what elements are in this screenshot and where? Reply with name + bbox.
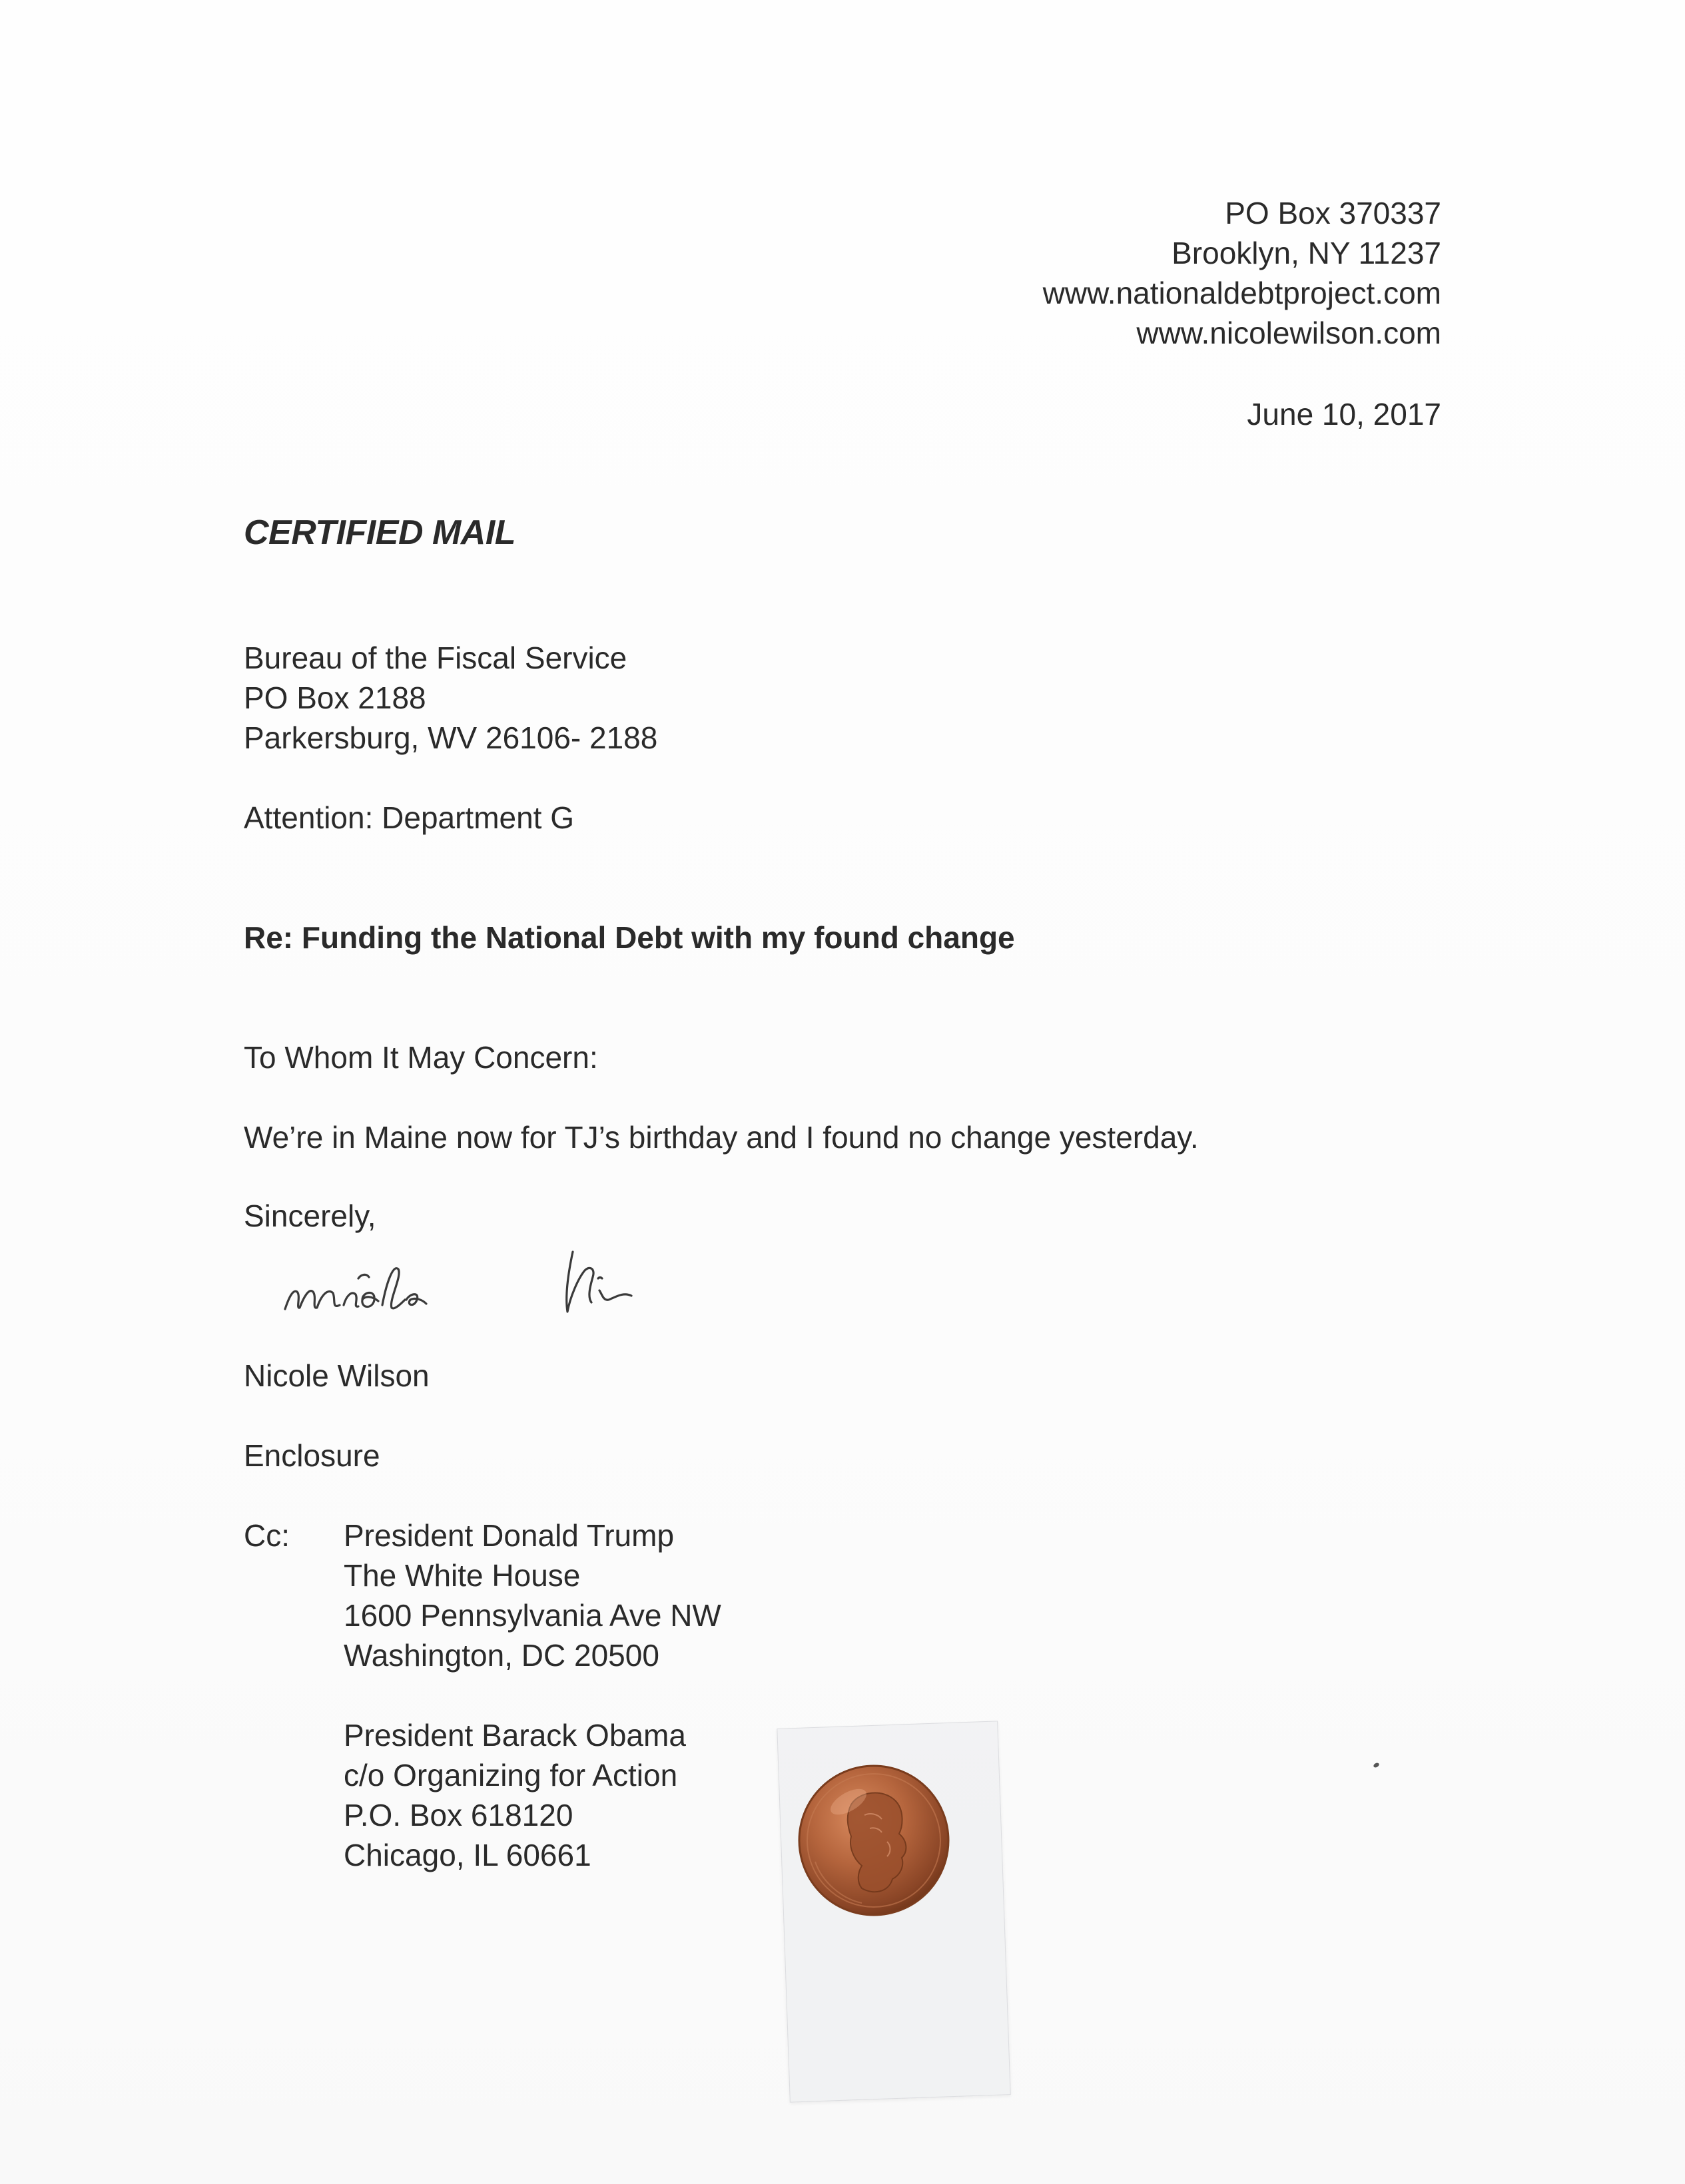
cc-recipient-line: President Donald Trump [344, 1518, 675, 1553]
recipient-address [244, 638, 657, 758]
certified-mail-heading: CERTIFIED MAIL [244, 513, 516, 552]
cc-recipient-line: P.O. Box 618120 [344, 1798, 573, 1832]
sender-address [1043, 193, 1441, 353]
cc-recipient-line: Chicago, IL 60661 [344, 1838, 591, 1872]
signer-name: Nicole Wilson [244, 1358, 430, 1393]
attention-line: Attention: Department G [244, 800, 575, 835]
cc-recipient-1 [344, 1515, 721, 1675]
cc-recipient-2 [344, 1715, 686, 1875]
sender-address-line1: PO Box 370337 [1225, 196, 1441, 230]
cc-recipient-line: Washington, DC 20500 [344, 1638, 659, 1673]
handwritten-signature [280, 1230, 706, 1324]
recipient-address-line1: PO Box 2188 [244, 681, 426, 715]
enclosure-note: Enclosure [244, 1438, 380, 1473]
sender-website-2: www.nicolewilson.com [1136, 316, 1441, 350]
penny-coin-icon [795, 1762, 952, 1919]
letter-date: June 10, 2017 [1247, 397, 1441, 431]
salutation: To Whom It May Concern: [244, 1040, 598, 1075]
body-paragraph: We’re in Maine now for TJ’s birthday and I found no change yesterday. [244, 1120, 1199, 1155]
cc-recipient-line: c/o Organizing for Action [344, 1758, 678, 1792]
recipient-name: Bureau of the Fiscal Service [244, 641, 627, 675]
cc-recipient-line: The White House [344, 1558, 581, 1593]
subject-line: Re: Funding the National Debt with my found change [244, 920, 1015, 955]
paper-speck [1373, 1762, 1380, 1769]
cc-recipient-line: 1600 Pennsylvania Ave NW [344, 1598, 721, 1633]
sender-address-line2: Brooklyn, NY 11237 [1172, 236, 1441, 270]
closing: Sincerely, [244, 1199, 376, 1233]
recipient-address-line2: Parkersburg, WV 26106- 2188 [244, 720, 658, 755]
cc-label: Cc: [244, 1518, 290, 1553]
sender-website-1: www.nationaldebtproject.com [1042, 276, 1441, 310]
cc-recipient-line: President Barack Obama [344, 1718, 686, 1753]
